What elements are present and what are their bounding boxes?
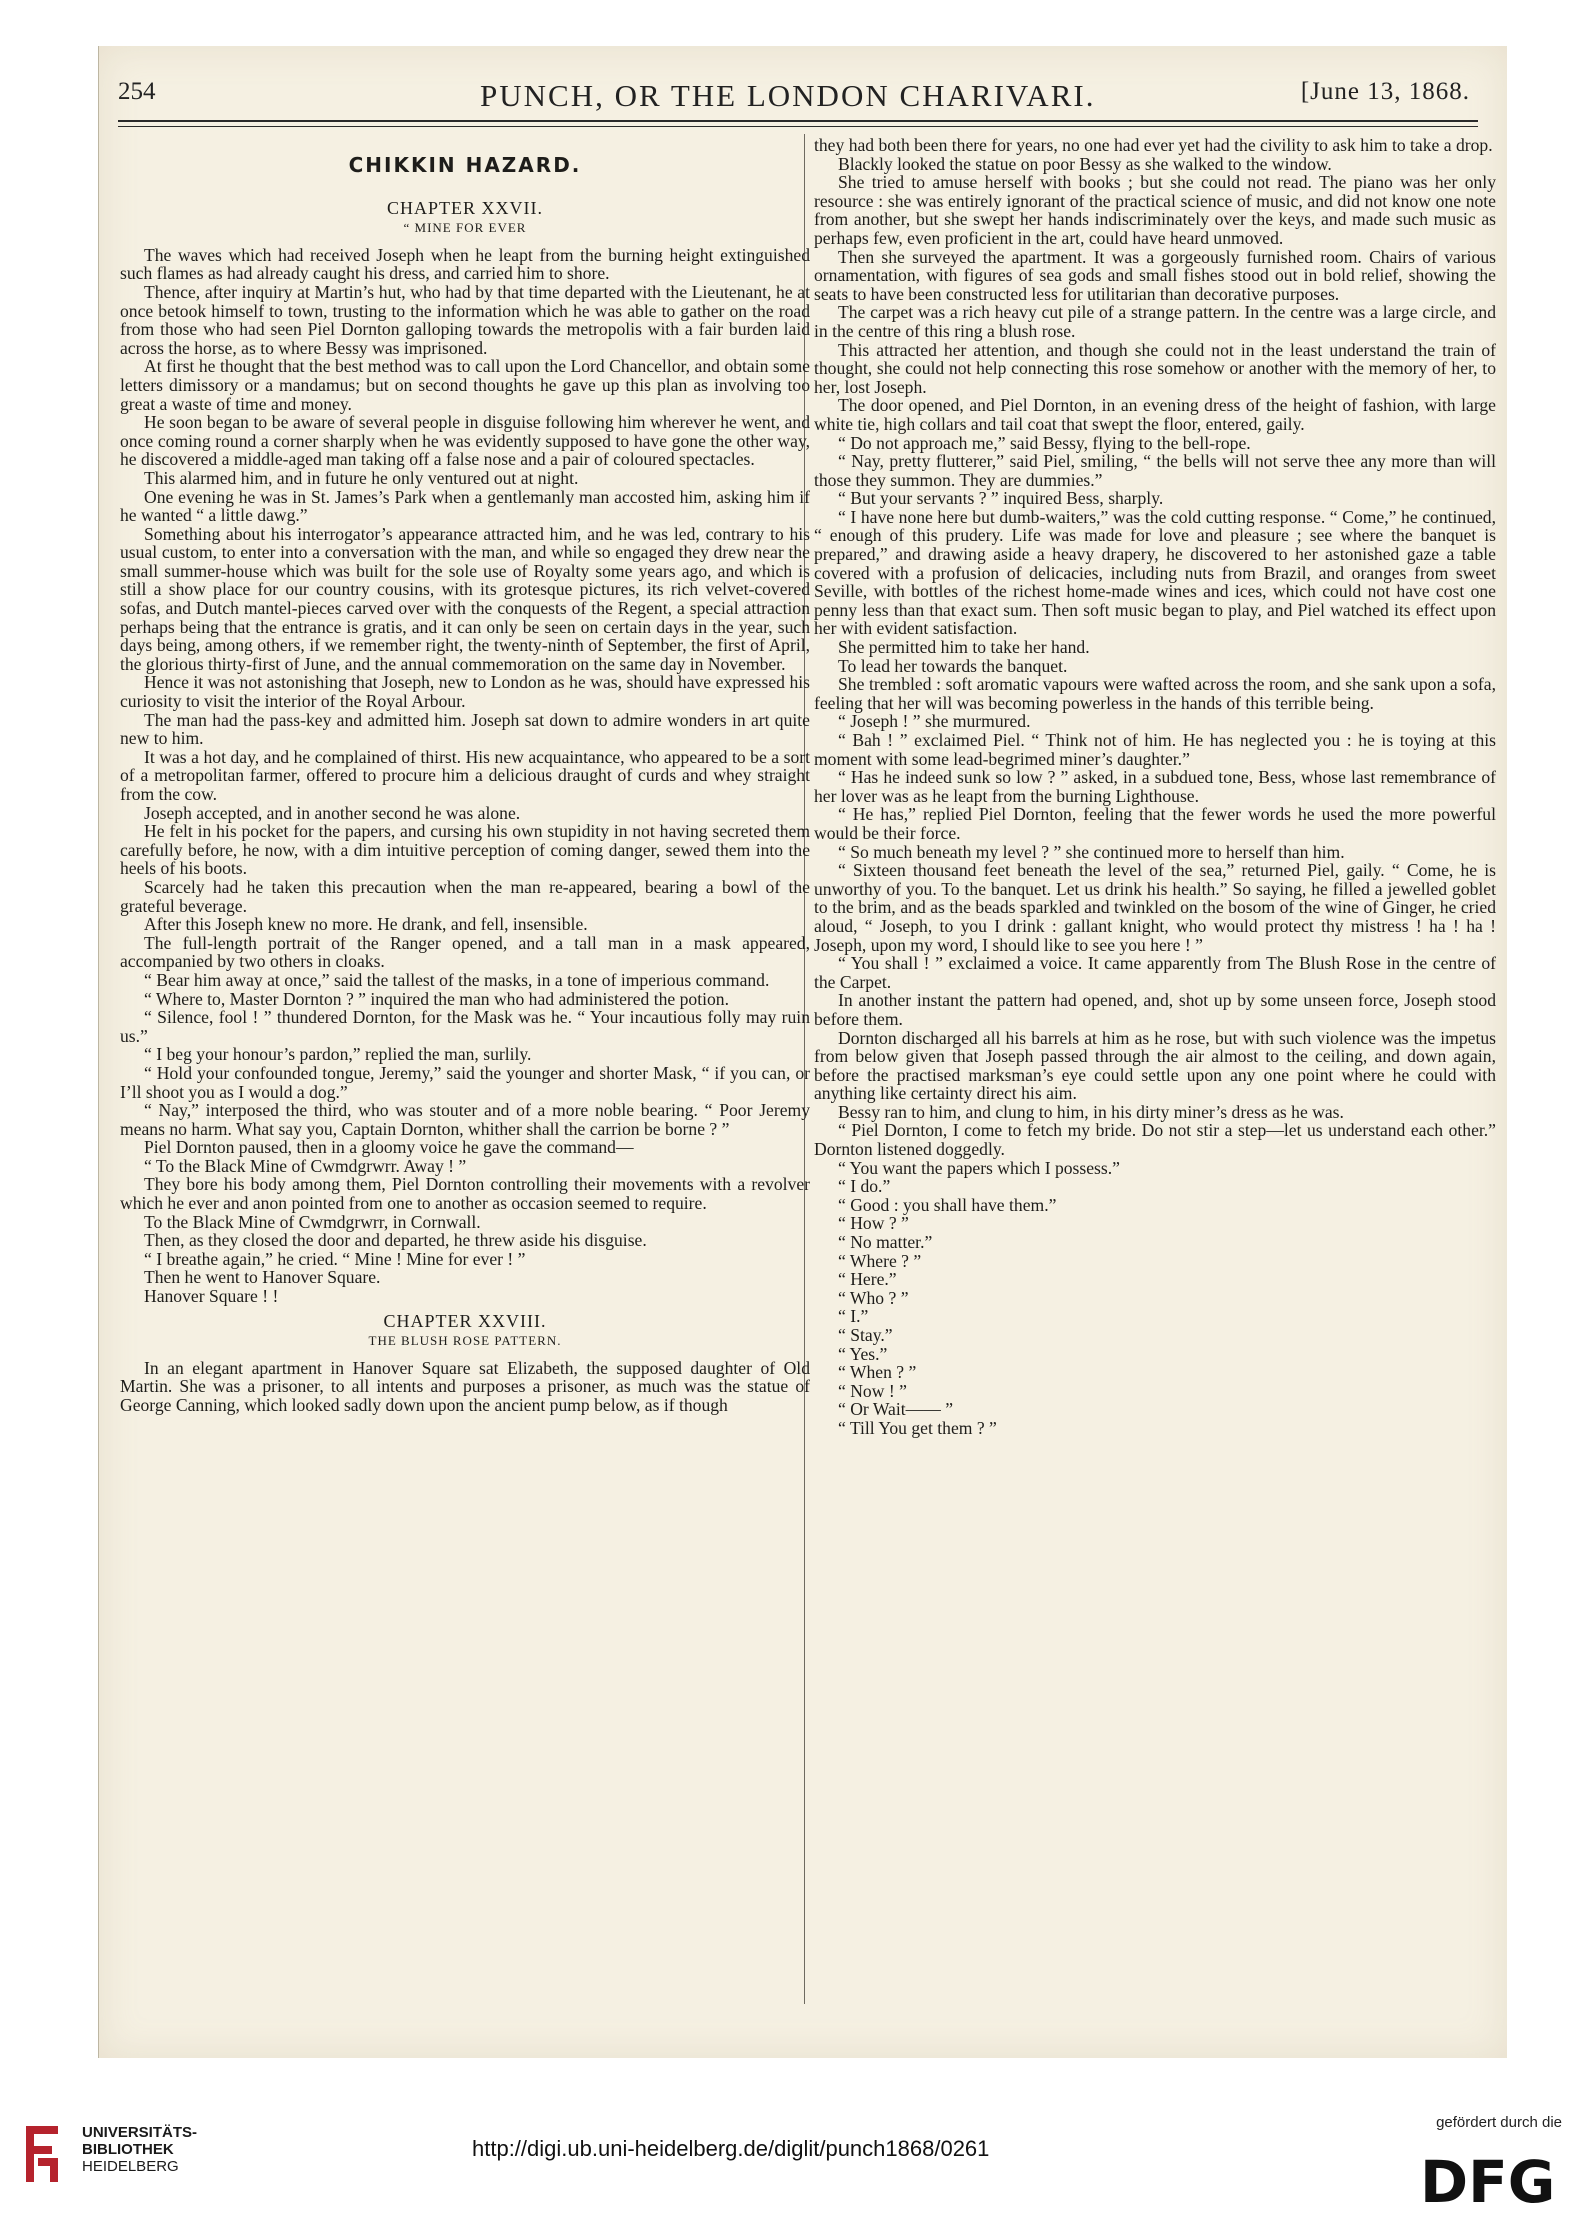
- paragraph: To lead her towards the banquet.: [838, 655, 1068, 676]
- header-rule-thin: [118, 126, 1478, 127]
- story-title: CHIKKIN HAZARD.: [348, 153, 582, 177]
- paragraph: “ Or Wait—— ”: [838, 1399, 954, 1420]
- paragraph: “ Stay.”: [838, 1325, 893, 1345]
- paragraph: “ Nay,” interposed the third, who was stouter and of a more noble bearing. “ Poor Jeremy means no harm. What say you, Captain Dornton, whither shall the carrion be borne ? ”: [120, 1100, 810, 1139]
- paragraph: They bore his body among them, Piel Dornton controlling their movements with a revolver which he ever and anon pointed from one to another as occasion seemed to require.: [120, 1174, 810, 1214]
- paragraph: At first he thought that the best method was to call upon the Lord Chancellor, and obtain some letters dimissory or a mandamus; but on second thoughts he gave up this plan as involving too great a waste of time and money.: [120, 356, 810, 414]
- paragraph: “ Now ! ”: [838, 1380, 907, 1401]
- paragraph: Something about his interrogator’s appearance attracted him, and he was led, contrary to his usual custom, to enter into a conversation with the man, and while so engaged they drew near the small summer-house which was built for the sole use of Royalty some years ago, and which is still a show place for our country cousins, with its grotesque pictures, its rich velvet-covered sofas, and Dutch mantel-pieces carved over with the conquests of the Regent, a special attraction perhaps being that the entrance is gratis, and it can only be seen on certain days in the year, such days being, among others, if we remember right, the twenty-ninth of September, the first of April, the glorious thirty-first of June, and the annual commemoration on the same day in November.: [120, 523, 810, 674]
- paragraph: The door opened, and Piel Dornton, in an evening dress of the height of fashion, with large white tie, high collars and tail coat that swept the floor, entered, gaily.: [814, 395, 1496, 434]
- paragraph: The man had the pass-key and admitted him. Joseph sat down to admire wonders in art quite new to him.: [120, 709, 810, 749]
- paragraph: She tried to amuse herself with books ; but she could not read. The piano was her only resource : she was entirely ignorant of the practical science of music, and did not know one note from another, but she swept her hands indiscriminately over the keys, and made such music as perhaps few, even proficient in the art, could have heard unmoved.: [814, 172, 1496, 248]
- paragraph: “ Has he indeed sunk so low ? ” asked, in a subdued tone, Bess, whose last remembrance of her lover was as he leapt from the burning Lighthouse.: [814, 767, 1496, 806]
- chapter-heading: CHAPTER XXVII.: [387, 197, 543, 218]
- paragraph: “ Good : you shall have them.”: [838, 1194, 1057, 1215]
- chapter-subtitle: “ MINE FOR EVER: [403, 220, 527, 236]
- masthead-title: PUNCH, OR THE LONDON CHARIVARI.: [480, 78, 1096, 113]
- paragraph: “ Bah ! ” exclaimed Piel. “ Think not of him. He has neglected you : he is toying at this moment with some lead-begrimed miner’s daughter.”: [814, 730, 1496, 769]
- paragraph: Scarcely had he taken this precaution when the man re-appeared, bearing a bowl of the grateful beverage.: [120, 876, 810, 916]
- paragraph: they had both been there for years, no one had ever yet had the civility to ask him to take a drop.: [814, 136, 1493, 155]
- paragraph: Piel Dornton paused, then in a gloomy voice he gave the command—: [144, 1137, 634, 1158]
- paragraph: This alarmed him, and in future he only ventured out at night.: [144, 467, 579, 488]
- paragraph: One evening he was in St. James’s Park when a gentlemanly man accosted him, asking him if he wanted “ a little dawg.”: [120, 486, 810, 526]
- paragraph: She permitted him to take her hand.: [838, 637, 1090, 658]
- paragraph: Joseph accepted, and in another second he was alone.: [144, 802, 521, 823]
- paragraph: “ Where to, Master Dornton ? ” inquired the man who had administered the potion.: [144, 988, 729, 1009]
- paragraph: “ I do.”: [838, 1176, 891, 1197]
- paragraph: “ When ? ”: [838, 1362, 917, 1383]
- paragraph: In another instant the pattern had opened, and, shot up by some unseen force, Joseph stood before them.: [814, 990, 1496, 1029]
- paragraph: “ Hold your confounded tongue, Jeremy,” said the younger and shorter Mask, “ if you can, or I’ll shoot you as I would a dog.”: [120, 1062, 810, 1102]
- paragraph: “ Nay, pretty flutterer,” said Piel, smiling, “ the bells will not serve thee any more than will those they summon. They are dummies.”: [814, 451, 1496, 490]
- viewer-footer: [0, 2108, 1586, 2219]
- funding-note: gefördert durch die: [1436, 2114, 1562, 2131]
- paragraph: “ I beg your honour’s pardon,” replied the man, surlily.: [144, 1044, 532, 1065]
- paragraph: Hence it was not astonishing that Joseph, new to London as he was, should have expressed his curiosity to visit the interior of the Royal Arbour.: [120, 672, 810, 712]
- paragraph: Dornton discharged all his barrels at him as he rose, but with such violence was the impetus from below given that Joseph passed through the air almost to the ceiling, and down again, before the practised marksman’s eye could settle upon any one point where he could with anything like certainty direct his aim.: [814, 1027, 1496, 1104]
- paragraph: The carpet was a rich heavy cut pile of a strange pattern. In the centre was a large circle, and in the centre of this ring a blush rose.: [814, 302, 1496, 341]
- paragraph: “ I breathe again,” he cried. “ Mine ! Mine for ever ! ”: [144, 1248, 526, 1269]
- dfg-logo-icon: [1416, 2150, 1566, 2206]
- paragraph: To the Black Mine of Cwmdgrwrr, in Cornwall.: [144, 1211, 481, 1232]
- chapter-heading: CHAPTER XXVIII.: [383, 1310, 547, 1331]
- paragraph: Bessy ran to him, and clung to him, in his dirty miner’s dress as he was.: [838, 1101, 1344, 1122]
- paragraph: “ Till You get them ? ”: [838, 1417, 997, 1438]
- paragraph: Thence, after inquiry at Martin’s hut, who had by that time departed with the Lieutenant, he at once betook himself to town, trusting to the information which he was able to gather on the road from those who had seen Piel Dornton galloping towards the metropolis with a fair burden laid across the horse, as to where Bessy was imprisoned.: [120, 281, 810, 358]
- page-header: [118, 78, 1478, 118]
- paragraph: He soon began to be aware of several people in disguise following him wherever he went, and once coming round a corner sharply when he was evidently supposed to have gone the other way, he discovered a middle-aged man taking off a false nose and a pair of coloured spectacles.: [120, 412, 810, 470]
- paragraph: Then she surveyed the apartment. It was a gorgeously furnished room. Chairs of various ornamentation, with figures of sea gods and small fishes stood out in bold relief, showing the seats to have been constructed less for utilitarian than decorative purposes.: [814, 246, 1496, 304]
- paragraph: It was a hot day, and he complained of thirst. His new acquaintance, who appeared to be a sort of a metropolitan farmer, offered to procure him a delicious draught of curds and whey straight from the cow.: [120, 746, 810, 804]
- paragraph: “ To the Black Mine of Cwmdgrwrr. Away ! ”: [144, 1155, 467, 1176]
- paragraph: “ But your servants ? ” inquired Bess, sharply.: [838, 488, 1164, 509]
- paragraph: “ You shall ! ” exclaimed a voice. It came apparently from The Blush Rose in the centre of the Carpet.: [814, 953, 1496, 992]
- paragraph: He felt in his pocket for the papers, and cursing his own stupidity in not having secreted them carefully before, he now, with a dim intuitive perception of coming danger, sewed them into the heels of his boots.: [120, 821, 810, 879]
- institution-name: UNIVERSITÄTS- BIBLIOTHEK HEIDELBERG: [82, 2124, 198, 2175]
- paragraph: She trembled : soft aromatic vapours were wafted across the room, and she sank upon a sofa, feeling that her will was becoming powerless in the hands of this terrible being.: [814, 674, 1496, 713]
- paragraph: “ He has,” replied Piel Dornton, feeling that the fewer words he used the more powerful would be their force.: [814, 804, 1496, 843]
- paragraph: In an elegant apartment in Hanover Square sat Elizabeth, the supposed daughter of Old Martin. She was a prisoner, to all intents and purposes a prisoner, as much was the statue of George Canning, which looked sadly down upon the ancient pump below, as if though: [120, 1357, 810, 1415]
- paragraph: “ Joseph ! ” she murmured.: [838, 711, 1031, 732]
- paragraph: “ No matter.”: [838, 1232, 933, 1253]
- page-number: 254: [118, 78, 156, 105]
- paragraph: “ You want the papers which I possess.”: [838, 1157, 1120, 1178]
- paragraph: “ Bear him away at once,” said the tallest of the masks, in a tone of imperious command.: [144, 969, 770, 990]
- permalink-url[interactable]: http://digi.ub.uni-heidelberg.de/diglit/punch1868/0261: [472, 2136, 990, 2161]
- paragraph: “ Yes.”: [838, 1343, 888, 1364]
- paragraph: Blackly looked the statue on poor Bessy as she walked to the window.: [838, 153, 1332, 174]
- paragraph: This attracted her attention, and though she could not in the least understand the train of thought, she could not help connecting this rose somehow or another with the memory of her, to her, lost Joseph.: [814, 339, 1496, 397]
- paragraph: “ Sixteen thousand feet beneath the level of the sea,” returned Piel, gaily. “ Come, he is unworthy of you. To the banquet. Let us drink his health.” So saying, he filled a jewelled goblet to the brim, and as the beads sparkled and twinkled on the bosom of the wine of Ginger, he cried aloud, “ Joseph, to you I drink : gallant knight, who would protect thy mistress ! ha ! ha ! Joseph, upon my word, I should like to see you here ! ”: [814, 860, 1496, 955]
- paragraph: Hanover Square ! !: [144, 1286, 279, 1307]
- university-logo-icon: [22, 2122, 62, 2186]
- paragraph: “ Silence, fool ! ” thundered Dornton, for the Mask was he. “ Your incautious folly may ruin us.”: [120, 1007, 810, 1046]
- paragraph: Then he went to Hanover Square.: [144, 1267, 381, 1288]
- paragraph: “ Piel Dornton, I come to fetch my bride. Do not stir a step—let us understand each other.” Dornton listened doggedly.: [814, 1120, 1496, 1160]
- paragraph: The full-length portrait of the Ranger opened, and a tall man in a mask appeared, accompanied by two others in cloaks.: [120, 932, 810, 972]
- paragraph: “ Where ? ”: [838, 1250, 922, 1271]
- paragraph: “ Here.”: [838, 1269, 897, 1290]
- header-rule: [118, 120, 1478, 122]
- paragraph: Then, as they closed the door and departed, he threw aside his disguise.: [144, 1230, 647, 1251]
- paragraph: “ I.”: [838, 1306, 869, 1327]
- issue-date: [June 13, 1868.: [1300, 78, 1470, 105]
- left-column: [120, 134, 810, 1999]
- paragraph: The waves which had received Joseph when he leapt from the burning height extinguished such flames as had already caught his dress, and carried him to shore.: [120, 244, 810, 284]
- paragraph: “ So much beneath my level ? ” she continued more to herself than him.: [838, 841, 1345, 862]
- paragraph: “ How ? ”: [838, 1213, 909, 1234]
- paragraph: “ I have none here but dumb-waiters,” was the cold cutting response. “ Come,” he continued, “ enough of this prudery. Life was made for love and pleasure ; see where the banquet is prepared,” and drawing aside a heavy drapery, he discovered to her astonished gaze a table covered with a profusion of delicacies, including nuts from Brazil, and oranges from sweet Seville, with bottles of the richest home-made wines and ices, which could not have cost one penny less than that exact sum. Then soft music began to play, and Piel watched its effect upon her with evident satisfaction.: [814, 506, 1496, 639]
- right-column: [814, 136, 1496, 2001]
- chapter-subtitle: THE BLUSH ROSE PATTERN.: [368, 1333, 562, 1349]
- dfg-logo-text: DFG: [1420, 2150, 1556, 2206]
- paragraph: “ Who ? ”: [838, 1287, 909, 1308]
- paragraph: “ Do not approach me,” said Bessy, flying to the bell-rope.: [838, 432, 1251, 453]
- paragraph: After this Joseph knew no more. He drank, and fell, insensible.: [144, 914, 588, 935]
